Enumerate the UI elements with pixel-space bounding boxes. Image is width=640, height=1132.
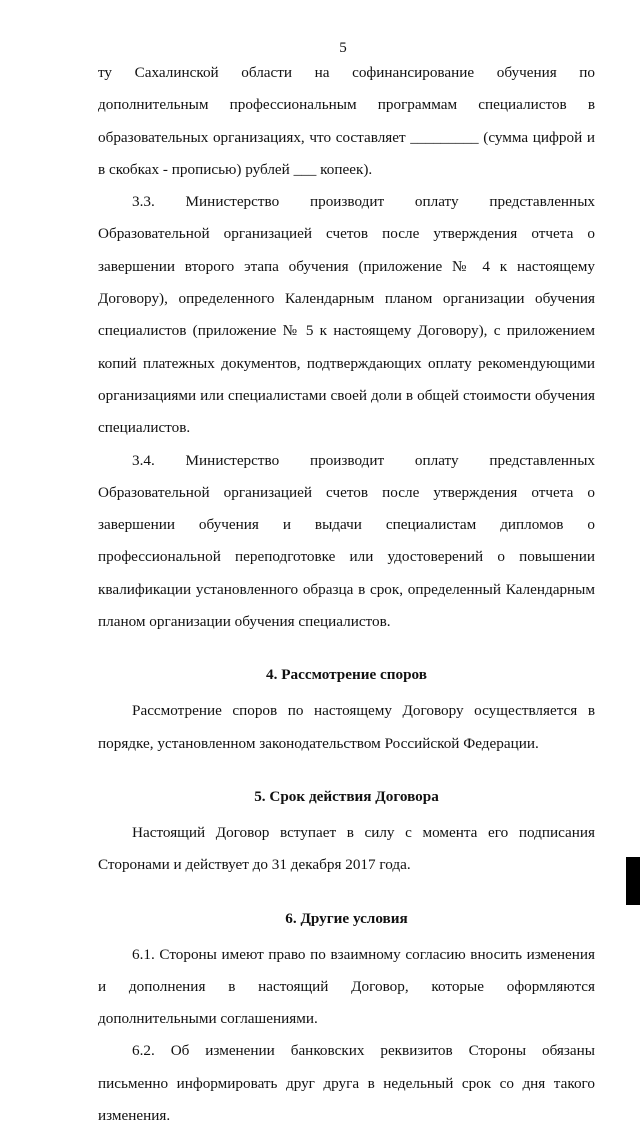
paragraph-3-3: 3.3. Министерство производит оплату представленных Образовательной организацией счетов после утверждения отчета о завершении второго этапа обучения (приложение № 4 к настоящему Договору), определенного Календарным планом организации обучения специалистов (приложение № 5 к настоящему Договору), с приложением копий платежных документов, подтверждающих оплату рекомендующими организациями или специалистами своей доли в общей стоимости обучения специалистов. — [98, 193, 595, 437]
scan-edge-mark — [626, 857, 640, 905]
section-4-heading: 4. Рассмотрение споров — [266, 666, 427, 684]
paragraph-6-2: 6.2. Об изменении банковских реквизитов Стороны обязаны письменно информировать друг друга в недельный срок со дня такого изменения. — [98, 1042, 595, 1125]
section-5-heading: 5. Срок действия Договора — [254, 787, 439, 805]
paragraph-3-4: 3.4. Министерство производит оплату представленных Образовательной организацией счетов после утверждения отчета о завершении обучения и выдачи специалистам дипломов о профессиональной переподготовке или удостоверений о повышении квалификации установленного образца в срок, определенный Календарным планом организации обучения специалистов. — [98, 451, 595, 631]
paragraph-6-1: 6.1. Стороны имеют право по взаимному согласию вносить изменения и дополнения в настоящий Договор, которые оформляются дополнительными соглашениями. — [98, 945, 595, 1028]
section-4-text: Рассмотрение споров по настоящему Договору осуществляется в порядке, установленном законодательством Российской Федерации. — [98, 702, 595, 752]
paragraph-continuation: ту Сахалинской области на софинансирование обучения по дополнительным профессиональным программам специалистов в образовательных организациях, что составляет _________ (сумма цифрой и в скобках - прописью) рублей ___ копеек). — [98, 64, 595, 178]
section-6-heading: 6. Другие условия — [285, 909, 408, 927]
section-5-text: Настоящий Договор вступает в силу с момента его подписания Сторонами и действует до 31 декабря 2017 года. — [98, 823, 595, 874]
document-page — [98, 38, 595, 1132]
page-number: 5 — [339, 40, 347, 56]
